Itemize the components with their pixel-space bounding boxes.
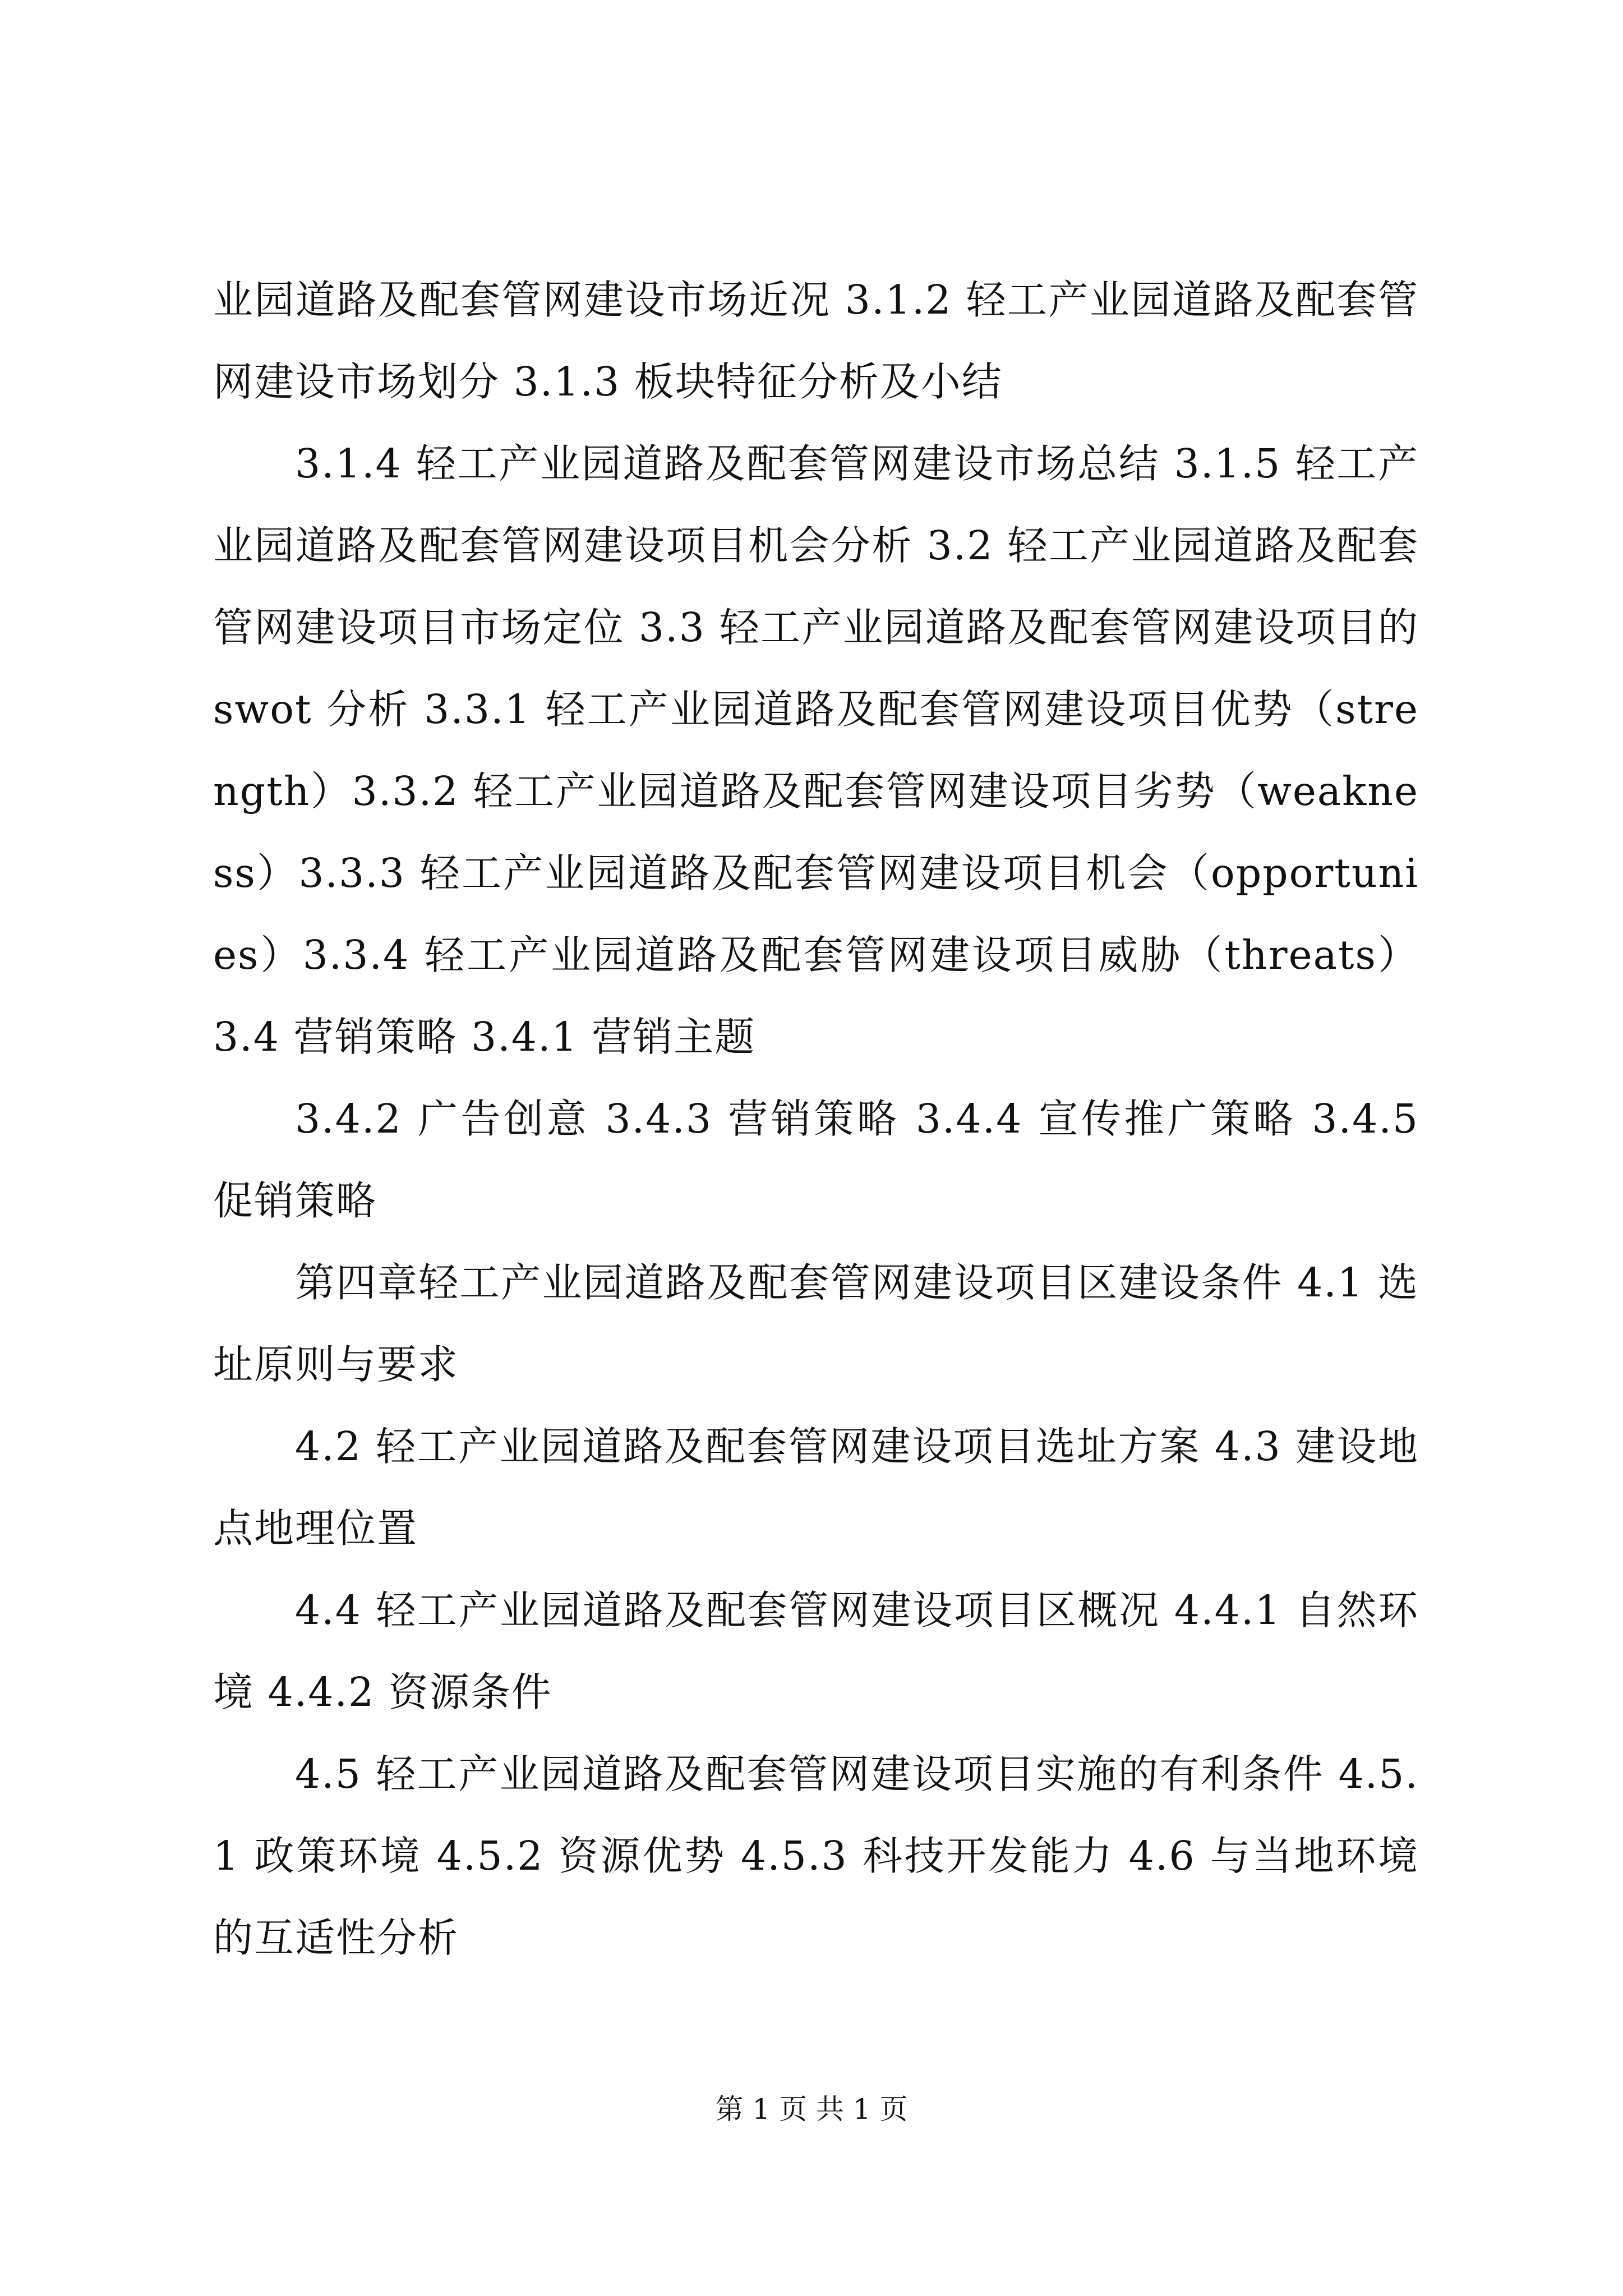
paragraph-6: 4.4 轻工产业园道路及配套管网建设项目区概况 4.4.1 自然环境 4.4.2 资源条件	[213, 1587, 1419, 1715]
paragraph-4: 第四章轻工产业园道路及配套管网建设项目区建设条件 4.1 选址原则与要求	[213, 1259, 1419, 1388]
document-body	[213, 259, 1419, 1979]
paragraph-5: 4.2 轻工产业园道路及配套管网建设项目选址方案 4.3 建设地点地理位置	[213, 1423, 1419, 1552]
paragraph-3: 3.4.2 广告创意 3.4.3 营销策略 3.4.4 宣传推广策略 3.4.5 促销策略	[213, 1096, 1419, 1224]
page-footer: 第 1 页 共 1 页	[715, 2093, 908, 2125]
paragraph-2: 3.1.4 轻工产业园道路及配套管网建设市场总结 3.1.5 轻工产业园道路及配套管网建设项目机会分析 3.2 轻工产业园道路及配套管网建设项目市场定位 3.3 轻工产业园道路及配套管网建设项目的 swot 分析 3.3.1 轻工产业园道路及配套管网建设项目优势（strength）3.3.2 轻工产业园道路及配套管网建设项目劣势（weakness）3.3.3 轻工产业园道路及配套管网建设项目机会（opportunies）3.3.4 轻工产业园道路及配套管网建设项目威胁（threats）3.4 营销策略 3.4.1 营销主题	[213, 440, 1419, 1060]
paragraph-7: 4.5 轻工产业园道路及配套管网建设项目实施的有利条件 4.5.1 政策环境 4.5.2 资源优势 4.5.3 科技开发能力 4.6 与当地环境的互适性分析	[213, 1751, 1419, 1961]
paragraph-1: 业园道路及配套管网建设市场近况 3.1.2 轻工产业园道路及配套管网建设市场划分 3.1.3 板块特征分析及小结	[213, 277, 1419, 405]
